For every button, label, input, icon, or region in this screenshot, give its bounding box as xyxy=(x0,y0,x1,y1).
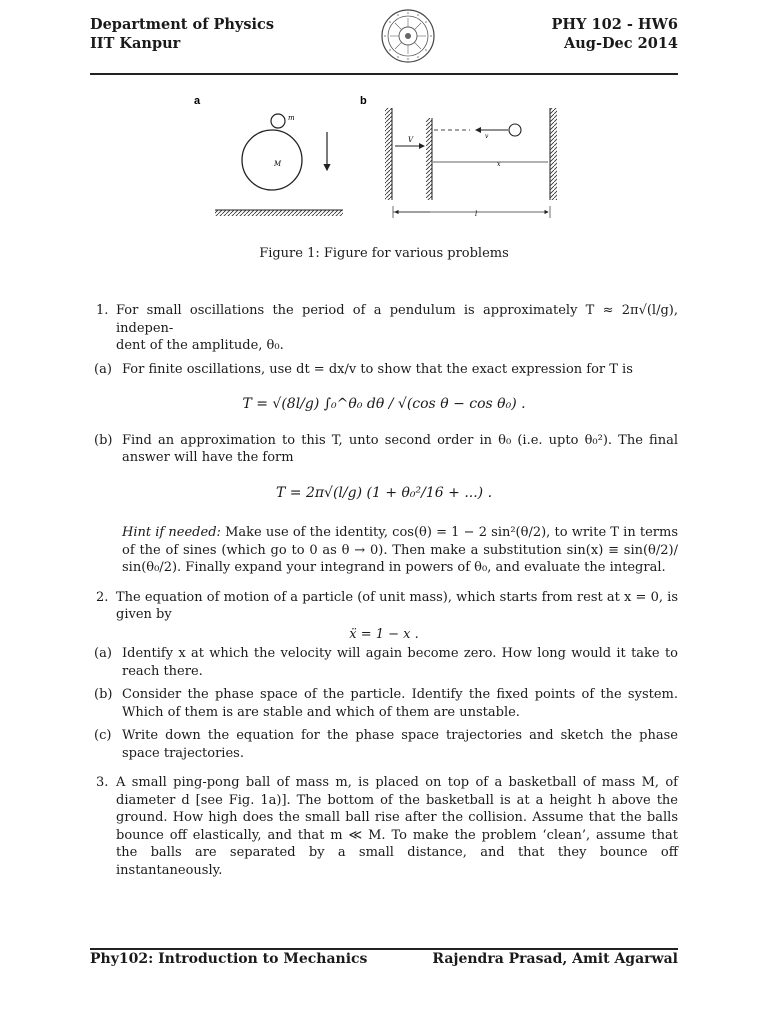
equation-approx-period xyxy=(90,473,678,515)
problem-2-text: The equation of motion of a particle (of unit mass), which starts from rest at x = 0, is given by xyxy=(116,589,678,622)
problem-1-intro-line1: For small oscillations the period of a pendulum is approximately T ≈ 2π√(l/g), indepen- xyxy=(116,303,678,336)
problem-3 xyxy=(90,774,678,879)
problem-1b xyxy=(90,432,678,467)
velocity-V-label: V xyxy=(408,136,414,144)
problem-number: 1. xyxy=(96,303,109,318)
problem-2a-text: Identify x at which the velocity will again become zero. How long would it take to reach there. xyxy=(122,646,678,679)
header-rule xyxy=(90,73,678,75)
problem-2a xyxy=(90,645,678,680)
equation-motion xyxy=(90,626,678,644)
header-right xyxy=(552,15,678,53)
subpart-label: (b) xyxy=(94,432,113,448)
mass-M-label: M xyxy=(274,160,282,168)
equation-motion-text: ẍ = 1 − x . xyxy=(349,626,419,642)
problem-1a xyxy=(90,361,678,379)
panel-b-label: b xyxy=(360,95,367,107)
subpart-label: (a) xyxy=(94,646,112,661)
header-left xyxy=(90,15,274,53)
ground-hatch xyxy=(215,210,343,216)
problem-3-text: A small ping-pong ball of mass m, is placed on top of a basketball of mass M, of diameter d [see Fig. 1a)]. The bottom of the basketball is at a height h above the ground. How high does the small ball rise after the collision. Assume that the balls bounce off elastically, and that m ≪ M. To make the problem ‘clean’, assume that the balls are separated by a small distance, and that they bounce off instantaneously. xyxy=(116,775,678,878)
problem-number: 2. xyxy=(96,589,109,605)
equation-approx-period-text: T = 2π√(l/g) (1 + θ₀²/16 + ...) . xyxy=(275,484,493,501)
footer-authors: Rajendra Prasad, Amit Agarwal xyxy=(432,951,678,967)
problem-2c-text: Write down the equation for the phase space trajectories and sketch the phase space trajectories. xyxy=(122,728,678,761)
problem-1b-text: Find an approximation to this T, unto second order in θ₀ (i.e. upto θ₀²). The final answer will have the form xyxy=(122,432,678,465)
subpart-label: (a) xyxy=(94,361,112,377)
mass-m-label: m xyxy=(288,114,295,122)
equation-exact-period-text: T = √(8l/g) ∫₀^θ₀ dθ / √(cos θ − cos θ₀) . xyxy=(242,396,526,412)
problem-2 xyxy=(90,589,678,624)
ball-circle xyxy=(509,124,521,136)
problem-2c xyxy=(90,727,678,762)
institute-name: IIT Kanpur xyxy=(90,35,181,52)
hint-text: Make use of the identity, cos(θ) = 1 − 2 sin²(θ/2), to write T in terms of the of sines (which go to 0 as θ → 0). Then make a substitution sin(x) ≡ sin(θ/2)/ sin(θ₀/2). Finally expand your integrand in powers of θ₀, and evaluate the integral. xyxy=(122,525,678,575)
institute-seal-logo xyxy=(380,8,436,64)
problem-1-hint xyxy=(90,524,678,577)
distance-x-label: x xyxy=(497,161,501,168)
problem-1a-text: For finite oscillations, use dt = dx/v to show that the exact expression for T is xyxy=(122,361,633,377)
problem-2b-text: Consider the phase space of the particle. Identify the fixed points of the system. Which of them is are stable and which of them are unstable. xyxy=(122,687,678,720)
equation-exact-period xyxy=(90,384,678,426)
velocity-v-label: v xyxy=(485,133,489,140)
footer-rule xyxy=(90,948,678,950)
hint-label: Hint if needed: xyxy=(122,525,221,540)
fixed-wall-hatch xyxy=(385,108,392,200)
department-name: Department of Physics xyxy=(90,16,275,33)
moving-wall-hatch xyxy=(426,118,432,200)
problem-1-intro-line2: dent of the amplitude, θ₀. xyxy=(116,338,284,353)
figure-1 xyxy=(190,90,580,230)
footer-course-name: Phy102: Introduction to Mechanics xyxy=(90,951,368,967)
pingpong-circle xyxy=(271,114,285,128)
problem-1 xyxy=(90,302,678,355)
term: Aug-Dec 2014 xyxy=(564,35,678,52)
problem-list xyxy=(90,302,678,879)
subpart-label: (b) xyxy=(94,687,113,702)
basketball-circle xyxy=(242,130,302,190)
problem-1-intro xyxy=(116,302,678,355)
problem-number: 3. xyxy=(96,775,109,790)
right-wall-hatch xyxy=(550,108,557,200)
panel-a-label: a xyxy=(194,95,201,107)
subpart-label: (c) xyxy=(94,728,112,743)
course-code: PHY 102 - HW6 xyxy=(551,16,678,33)
figure-caption: Figure 1: Figure for various problems xyxy=(259,246,509,261)
problem-2b xyxy=(90,686,678,721)
length-l-label: l xyxy=(475,210,478,218)
